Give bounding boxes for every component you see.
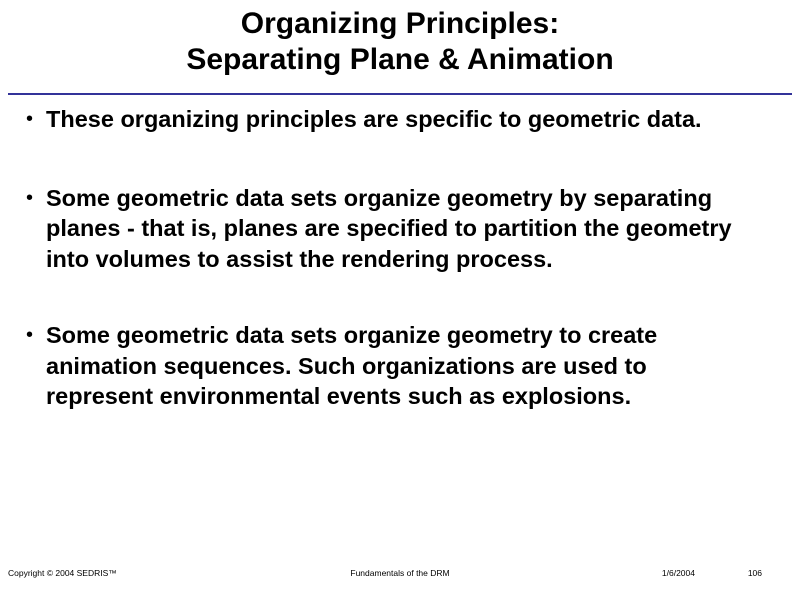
footer-title: Fundamentals of the DRM xyxy=(350,568,450,578)
list-item-text: Some geometric data sets organize geometry to create animation sequences. Such organizations are used to represent environmental events such as explosions. xyxy=(46,322,658,409)
bullet-icon: • xyxy=(26,324,34,346)
list-item-text: These organizing principles are specific to geometric data. xyxy=(46,106,702,132)
bullet-list xyxy=(14,104,786,440)
bullet-icon: • xyxy=(26,186,34,209)
title-divider xyxy=(8,93,792,95)
list-item xyxy=(14,183,786,275)
bullet-icon: • xyxy=(26,108,34,130)
page-title xyxy=(0,6,800,78)
list-item xyxy=(14,320,786,412)
title-line-2: Separating Plane & Animation xyxy=(186,43,614,76)
list-item-text: Some geometric data sets organize geometry by separating planes - that is, planes are specified to partition the geometry into volumes to assist the rendering process. xyxy=(46,184,732,272)
title-line-1: Organizing Principles: xyxy=(240,7,560,40)
footer-copyright: Copyright © 2004 SEDRIS™ xyxy=(8,568,117,578)
footer-page-number: 106 xyxy=(747,568,762,578)
slide-footer xyxy=(0,568,800,582)
footer-date: 1/6/2004 xyxy=(661,568,695,578)
list-item xyxy=(14,104,786,135)
